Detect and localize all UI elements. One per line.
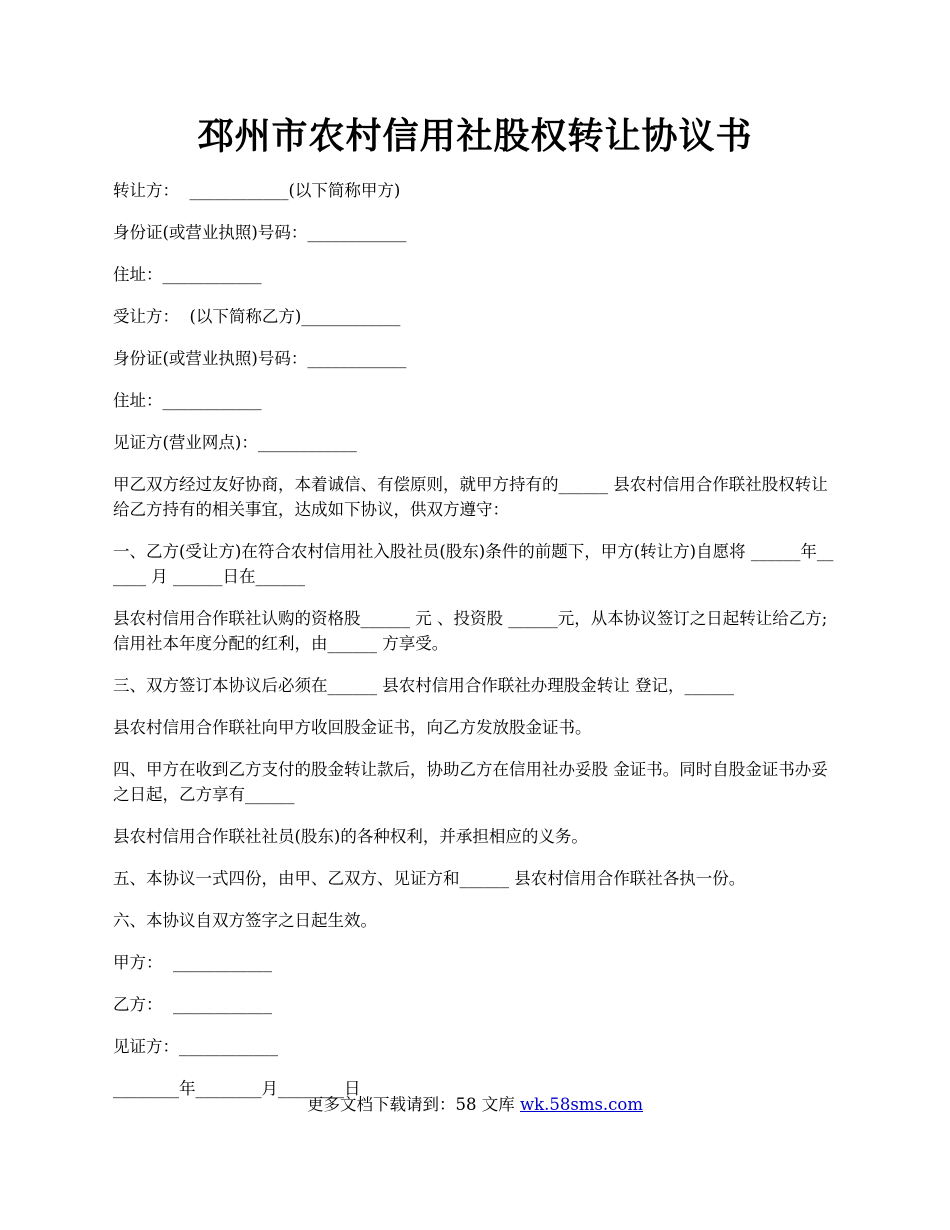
paragraph-transferor: 转让方： ____________(以下简称甲方) — [113, 181, 401, 200]
paragraph-clause-3: 三、双方签订本协议后必须在______ 县农村信用合作联社办理股金转让 登记，______ — [113, 676, 734, 695]
signature-witness: 见证方：____________ — [113, 1037, 278, 1056]
paragraph-transferor-id: 身份证(或营业执照)号码：____________ — [113, 223, 407, 242]
paragraph-transferor-address: 住址：____________ — [113, 265, 262, 284]
document-body — [113, 178, 841, 1118]
signature-date: ________年________月________日 — [113, 1079, 361, 1098]
paragraph-clause-6: 六、本协议自双方签字之日起生效。 — [113, 911, 377, 930]
paragraph-witness: 见证方(营业网点)：____________ — [113, 433, 357, 452]
footer — [0, 1092, 950, 1117]
paragraph-preamble: 甲乙双方经过友好协商，本着诚信、有偿原则，就甲方持有的______ 县农村信用合作联社股权转让给乙方持有的相关事宜，达成如下协议，供双方遵守： — [113, 475, 828, 519]
paragraph-transferee: 受让方： (以下简称乙方)____________ — [113, 307, 401, 326]
paragraph-transferee-address: 住址：____________ — [113, 391, 262, 410]
signature-party-a: 甲方： ____________ — [113, 953, 272, 972]
paragraph-clause-1-cont: 县农村信用合作联社认购的资格股______ 元 、投资股 ______元，从本协议签订之日起转让给乙方;信用社本年度分配的红利，由______ 方享受。 — [113, 609, 828, 653]
footer-text: 更多文档下载请到：58 文库 — [306, 1095, 520, 1114]
signature-party-b: 乙方： ____________ — [113, 995, 272, 1014]
paragraph-clause-4-cont: 县农村信用合作联社社员(股东)的各种权利，并承担相应的义务。 — [113, 827, 588, 846]
paragraph-transferee-id: 身份证(或营业执照)号码：____________ — [113, 349, 407, 368]
paragraph-clause-5: 五、本协议一式四份，由甲、乙双方、见证方和______ 县农村信用合作联社各执一份。 — [113, 869, 746, 888]
footer-link[interactable]: wk.58sms.com — [519, 1095, 643, 1114]
paragraph-clause-4: 四、甲方在收到乙方支付的股金转让款后，协助乙方在信用社办妥股 金证书。同时自股金证书办妥之日起，乙方享有______ — [113, 760, 828, 804]
document-title: 邳州市农村信用社股权转让协议书 — [197, 115, 753, 157]
paragraph-clause-1: 一、乙方(受让方)在符合农村信用社入股社员(股东)条件的前题下，甲方(转让方)自愿将 ______年______ 月 ______日在______ — [113, 542, 834, 586]
paragraph-clause-3-cont: 县农村信用合作联社向甲方收回股金证书，向乙方发放股金证书。 — [113, 718, 592, 737]
